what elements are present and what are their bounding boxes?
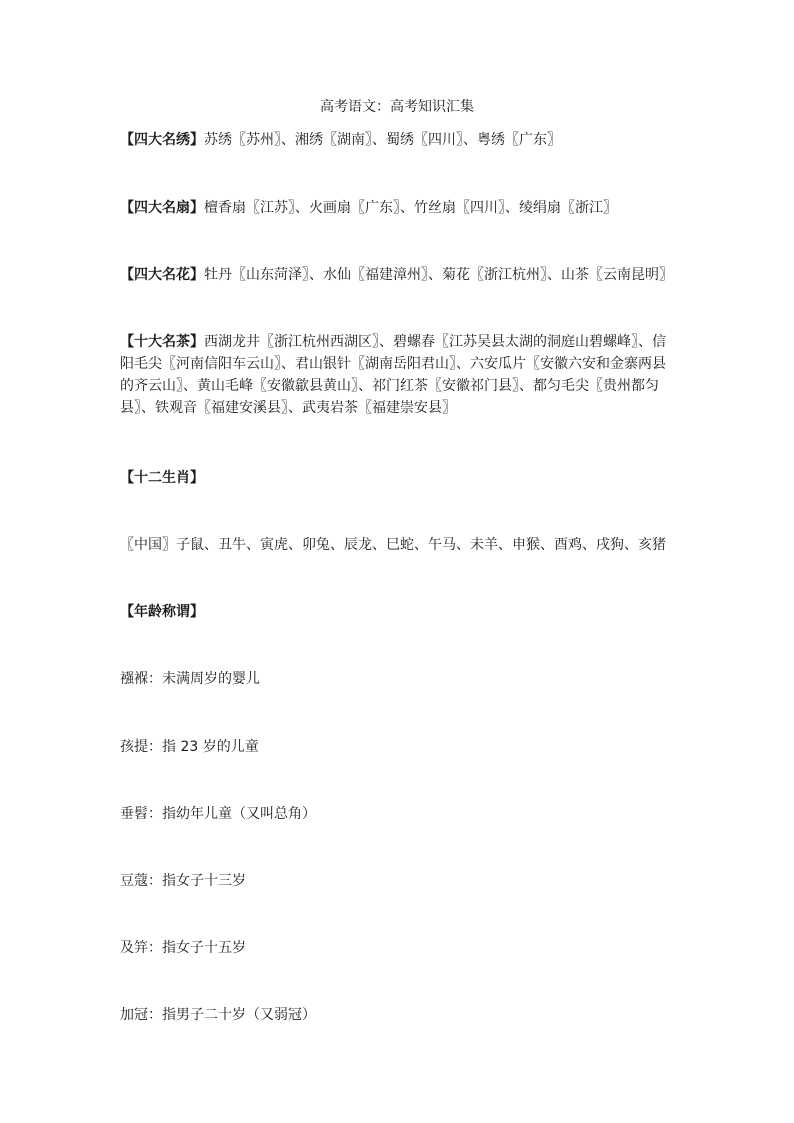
section-text: 及笄：指女子十五岁: [120, 940, 246, 956]
paragraph-zodiac-heading: [120, 467, 676, 489]
section-text: 牡丹〖山东菏泽〗、水仙〖福建漳州〗、菊花〖浙江杭州〗、山茶〖云南昆明〗: [204, 267, 673, 283]
paragraph-embroidery: [120, 129, 676, 151]
paragraph-age-heading: [120, 601, 676, 623]
paragraph-age-fifteen: [120, 937, 676, 959]
section-text: 檀香扇〖江苏〗、火画扇〖广东〗、竹丝扇〖四川〗、绫绢扇〖浙江〗: [204, 200, 617, 216]
section-text: 孩提：指 23 岁的儿童: [120, 739, 259, 755]
paragraph-age-infant: [120, 668, 676, 690]
paragraph-teas: [120, 331, 676, 419]
section-label: 【十二生肖】: [120, 470, 204, 486]
section-text: 襁褓：未满周岁的婴儿: [120, 671, 260, 687]
paragraph-age-child: [120, 736, 676, 758]
section-text: 加冠：指男子二十岁（又弱冠）: [120, 1007, 316, 1023]
section-text: 〖中国〗子鼠、丑牛、寅虎、卯兔、辰龙、巳蛇、午马、未羊、申猴、酉鸡、戌狗、亥猪: [120, 537, 666, 553]
paragraph-flowers: [120, 264, 676, 286]
paragraph-fans: [120, 197, 676, 219]
paragraph-age-twenty: [120, 1004, 676, 1026]
section-text: 垂髫：指幼年儿童（又叫总角）: [120, 806, 316, 822]
section-text: 豆蔻：指女子十三岁: [120, 873, 246, 889]
section-label: 【年龄称谓】: [120, 604, 204, 620]
paragraph-age-thirteen: [120, 870, 676, 892]
paragraph-age-young: [120, 803, 676, 825]
paragraph-zodiac-list: [120, 534, 676, 556]
section-text: 苏绣〖苏州〗、湘绣〖湖南〗、蜀绣〖四川〗、粤绣〖广东〗: [204, 132, 561, 148]
section-text: 西湖龙井〖浙江杭州西湖区〗、碧螺春〖江苏吴县太湖的洞庭山碧螺峰〗、信阳毛尖〖河南信阳车云山〗、君山银针〖湖南岳阳君山〗、六安瓜片〖安徽六安和金寨两县的齐云山〗、黄山毛峰〖安徽歙县黄山〗、祁门红茶〖安徽祁门县〗、都匀毛尖〖贵州都匀县〗、铁观音〖福建安溪县〗、武夷岩茶〖福建崇安县〗: [120, 334, 666, 416]
section-label: 【四大名花】: [120, 267, 204, 283]
section-label: 【四大名扇】: [120, 200, 204, 216]
section-label: 【十大名茶】: [120, 334, 204, 350]
section-label: 【四大名绣】: [120, 132, 204, 148]
document-title: 高考语文：高考知识汇集: [320, 99, 474, 115]
